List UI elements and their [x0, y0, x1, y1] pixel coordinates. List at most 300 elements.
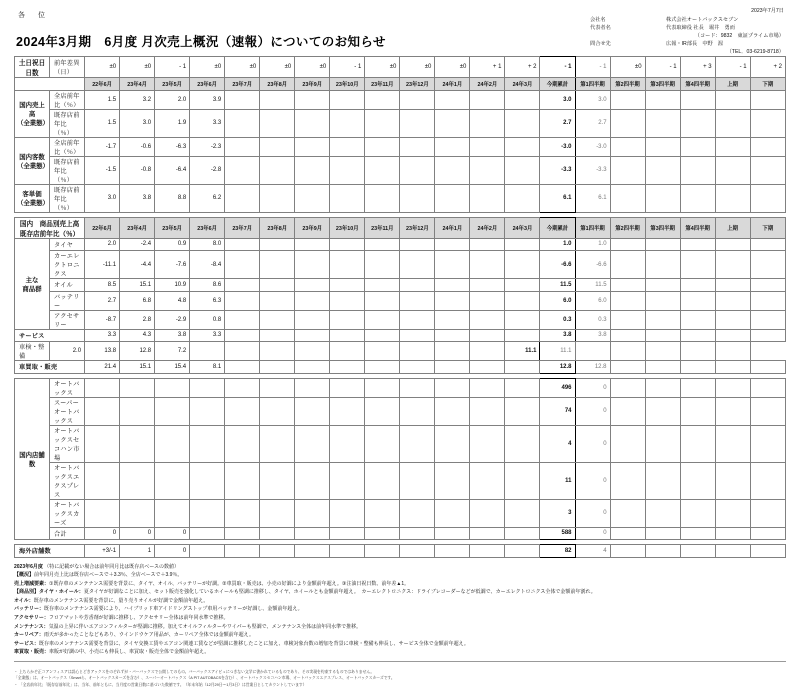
cell-23年6月: -8.4 — [190, 251, 225, 279]
cell-24年3月 — [505, 90, 540, 109]
cell-23年6月 — [190, 397, 225, 425]
cell-第2四半期 — [610, 238, 645, 251]
note-line — [14, 605, 786, 613]
cell-24年1月 — [435, 137, 470, 156]
row-label: タイヤ — [50, 238, 85, 251]
cell-23年12月 — [400, 425, 435, 462]
cell-23年8月 — [260, 425, 295, 462]
cell-23年5月: 0 — [155, 545, 190, 558]
cell-22年6月 — [85, 425, 120, 462]
cell-23年6月: 6.3 — [190, 291, 225, 310]
cell-23年11月 — [365, 361, 400, 374]
cell-23年9月 — [295, 238, 330, 251]
cell-23年6月 — [190, 545, 225, 558]
cell-22年6月: 0 — [85, 527, 120, 540]
table-row — [15, 184, 786, 212]
cell-23年9月 — [295, 527, 330, 540]
cell-今期累計: 3 — [540, 499, 575, 527]
cell-上期 — [715, 545, 750, 558]
note-line — [14, 640, 786, 648]
cell-今期累計: 3.0 — [540, 90, 575, 109]
cell-今期累計: 82 — [540, 545, 575, 558]
cell-23年7月 — [225, 527, 260, 540]
cell-24年2月 — [470, 462, 505, 499]
notes-section — [14, 563, 786, 689]
cell-23年5月: 1.9 — [155, 109, 190, 137]
note-line — [14, 631, 786, 639]
cell-23年6月: 3.9 — [190, 90, 225, 109]
cell-第1四半期: 0.3 — [575, 310, 610, 329]
cell-23年11月 — [365, 279, 400, 292]
cell-第3四半期 — [645, 462, 680, 499]
cell-第1四半期: 6.0 — [575, 291, 610, 310]
cell-上期 — [715, 291, 750, 310]
table-row — [15, 425, 786, 462]
page-title: 2024年3月期 6月度 月次売上概況（速報）についてのお知らせ — [16, 32, 786, 50]
cell-23年11月 — [365, 527, 400, 540]
cell-23年8月 — [260, 499, 295, 527]
cell-上期: - 1 — [715, 57, 750, 78]
cell-今期累計: -6.6 — [540, 251, 575, 279]
cell-22年6月: 2.0 — [50, 342, 85, 361]
cell-上期 — [715, 156, 750, 184]
cell-第3四半期 — [645, 310, 680, 329]
cell-23年9月 — [295, 291, 330, 310]
release-date: 2023年7月7日 — [590, 8, 784, 16]
cell-23年10月 — [330, 184, 365, 212]
cell-第4四半期 — [680, 184, 715, 212]
cell-第1四半期: -3.0 — [575, 137, 610, 156]
cell-24年1月 — [435, 310, 470, 329]
cell-24年2月 — [470, 310, 505, 329]
cell-23年9月 — [295, 156, 330, 184]
cell-23年5月: 3.8 — [155, 329, 190, 342]
overseas-store-row — [15, 545, 786, 558]
cell-23年10月 — [330, 109, 365, 137]
cell-23年5月: -2.9 — [155, 310, 190, 329]
cell-下期 — [750, 378, 785, 397]
cell-23年7月 — [225, 109, 260, 137]
cell-23年9月 — [295, 184, 330, 212]
cell-23年10月 — [330, 361, 365, 374]
cell-23年8月 — [260, 251, 295, 279]
cell-24年2月 — [470, 361, 505, 374]
cell-下期 — [750, 184, 785, 212]
cell-23年5月: -6.3 — [155, 137, 190, 156]
cell-第2四半期 — [610, 545, 645, 558]
row-label: 全店前年比（％） — [50, 137, 85, 156]
cell-23年12月 — [400, 238, 435, 251]
cell-23年7月 — [225, 90, 260, 109]
cell-23年6月: 6.2 — [190, 184, 225, 212]
col-第1四半期: 第1四半期 — [575, 78, 610, 91]
cell-第4四半期 — [680, 238, 715, 251]
cell-23年10月 — [330, 329, 365, 342]
cell-23年5月: -7.6 — [155, 251, 190, 279]
cell-上期 — [715, 397, 750, 425]
cell-第3四半期 — [645, 329, 680, 342]
cell-今期累計: 1.0 — [540, 238, 575, 251]
cell-第3四半期 — [645, 397, 680, 425]
col-第4四半期: 第4四半期 — [680, 217, 715, 238]
cell-23年10月 — [295, 342, 330, 361]
cell-第2四半期 — [610, 137, 645, 156]
cell-上期 — [715, 499, 750, 527]
cell-23年6月 — [190, 378, 225, 397]
cell-22年6月: 8.5 — [85, 279, 120, 292]
cell-24年2月 — [470, 156, 505, 184]
cell-23年7月 — [225, 279, 260, 292]
cell-23年4月 — [120, 378, 155, 397]
sales-summary-table — [14, 56, 786, 213]
contact-label: 問合せ先 — [590, 41, 632, 49]
cell-第3四半期 — [645, 279, 680, 292]
cell-23年6月 — [190, 425, 225, 462]
cell-23年11月 — [365, 109, 400, 137]
cell-23年12月 — [400, 109, 435, 137]
col-第1四半期: 第1四半期 — [575, 217, 610, 238]
cell-24年1月 — [435, 527, 470, 540]
cell-22年6月 — [85, 397, 120, 425]
table-header-row — [15, 57, 786, 78]
col-24年1月: 24年1月 — [435, 78, 470, 91]
fine-print-line: ・ 上ちらかぞ正コアンフィスアは誤心とどきアックスをのぞれずが・バーバックスで公開してのもの。バーバックスアイビュにつきない文学に書かれているものであり、その実現を約束するものではありません。 — [14, 669, 786, 676]
group-label-main-products: 主な 商品群 — [15, 238, 50, 329]
representative-value: 代表取締役 社長 堀井 勇而 — [666, 25, 784, 33]
cell-23年9月 — [295, 251, 330, 279]
cell-23年11月 — [365, 499, 400, 527]
cell-23年5月: 0.9 — [155, 238, 190, 251]
securities-code: （コード：9832 東証プライム市場） — [590, 33, 784, 41]
cell-第4四半期 — [680, 90, 715, 109]
cell-第2四半期 — [610, 499, 645, 527]
cell-下期 — [750, 462, 785, 499]
table-row — [15, 291, 786, 310]
cell-24年3月 — [505, 137, 540, 156]
cell-23年11月 — [365, 291, 400, 310]
cell-24年3月 — [505, 378, 540, 397]
representative-row — [590, 25, 784, 33]
cell-23年7月 — [225, 378, 260, 397]
cell-23年5月: -6.4 — [155, 156, 190, 184]
cell-第4四半期 — [680, 329, 715, 342]
cell-24年1月 — [435, 545, 470, 558]
cell-22年6月 — [85, 378, 120, 397]
cell-24年2月 — [470, 238, 505, 251]
cell-上期 — [715, 251, 750, 279]
cell-23年6月: 3.3 — [190, 109, 225, 137]
cell-上期 — [715, 109, 750, 137]
contact-row — [590, 41, 784, 49]
col-23年7月: 23年7月 — [225, 217, 260, 238]
cell-24年1月 — [435, 279, 470, 292]
cell-23年6月: -2.3 — [190, 137, 225, 156]
col-第3四半期: 第3四半期 — [645, 217, 680, 238]
cell-23年10月 — [330, 378, 365, 397]
cell-23年4月: ±0 — [120, 57, 155, 78]
table-row — [15, 137, 786, 156]
cell-23年4月: 13.8 — [85, 342, 120, 361]
cell-第3四半期 — [645, 499, 680, 527]
col-上期: 上期 — [715, 78, 750, 91]
cell-23年9月 — [295, 137, 330, 156]
col-今期累計: 今期累計 — [540, 78, 575, 91]
telephone: （TEL．03-6219-8718） — [590, 49, 784, 57]
cell-下期 — [750, 310, 785, 329]
cell-22年6月 — [85, 499, 120, 527]
cell-23年5月 — [155, 378, 190, 397]
cell-第4四半期 — [680, 397, 715, 425]
cell-23年11月 — [365, 310, 400, 329]
cell-今期累計: 11 — [540, 462, 575, 499]
cell-第2四半期 — [610, 279, 645, 292]
cell-23年11月 — [365, 251, 400, 279]
col-23年12月: 23年12月 — [400, 78, 435, 91]
cell-23年9月 — [295, 279, 330, 292]
cell-23年7月 — [225, 425, 260, 462]
header-product-sales: 国内 商品別売上高 既存店前年比（％） — [15, 217, 85, 238]
row-label: バッテリー — [50, 291, 85, 310]
cell-24年2月 — [470, 291, 505, 310]
cell-24年3月 — [505, 109, 540, 137]
group-label: 客単価（全業態） — [15, 184, 50, 212]
cell-下期 — [750, 279, 785, 292]
cell-24年2月 — [470, 425, 505, 462]
cell-第4四半期 — [680, 462, 715, 499]
cell-24年2月: + 1 — [470, 57, 505, 78]
note-month-header — [14, 563, 786, 571]
cell-24年3月 — [505, 279, 540, 292]
cell-23年11月 — [365, 545, 400, 558]
cell-23年12月 — [400, 527, 435, 540]
cell-24年3月 — [505, 291, 540, 310]
cell-第3四半期 — [610, 342, 645, 361]
cell-23年8月 — [260, 291, 295, 310]
cell-23年5月: 15.4 — [155, 361, 190, 374]
cell-第4四半期 — [680, 156, 715, 184]
cell-23年11月 — [365, 329, 400, 342]
table-row — [15, 361, 786, 374]
cell-第4四半期 — [680, 499, 715, 527]
cell-23年9月 — [260, 342, 295, 361]
cell-第1四半期: 0 — [575, 462, 610, 499]
cell-23年9月 — [295, 545, 330, 558]
cell-23年4月: 3.2 — [120, 90, 155, 109]
row-label: アクセサリー — [50, 310, 85, 329]
note-line — [14, 648, 786, 656]
note-text: 前年同月売上比は既存店ベースで＋3.3％、全店ベースで＋3.9％。 — [34, 572, 182, 578]
cell-23年8月 — [260, 462, 295, 499]
cell-第1四半期: 11.1 — [540, 342, 575, 361]
cell-23年4月: -0.6 — [120, 137, 155, 156]
cell-24年3月: + 2 — [505, 57, 540, 78]
cell-23年12月 — [400, 462, 435, 499]
cell-第4四半期 — [680, 279, 715, 292]
cell-23年10月 — [330, 238, 365, 251]
cell-23年11月 — [365, 184, 400, 212]
group-label-store-count: 国内店舗数 — [15, 378, 50, 540]
cell-23年7月: ±0 — [225, 57, 260, 78]
cell-22年6月: -1.5 — [85, 156, 120, 184]
cell-第3四半期 — [645, 527, 680, 540]
cell-第3四半期 — [645, 137, 680, 156]
cell-23年6月: ±0 — [190, 57, 225, 78]
note-text: 夏タイヤが好調なことに加え、セット販売を強化しているホイールも堅調に推移し、タイヤ、ホイールとも金額前年超え。 カーエレクトロニクス：ドライブレコーダーなどが低調で、カーエレクトロニクス全体で金額前年割れ。 — [84, 589, 596, 595]
cell-下期 — [750, 361, 785, 374]
cell-23年8月 — [260, 378, 295, 397]
cell-23年12月 — [400, 361, 435, 374]
table-row — [15, 109, 786, 137]
cell-22年6月: 1.5 — [85, 109, 120, 137]
cell-23年12月 — [400, 545, 435, 558]
cell-23年4月: -2.4 — [120, 238, 155, 251]
col-24年2月: 24年2月 — [470, 78, 505, 91]
col-下期: 下期 — [750, 217, 785, 238]
cell-第4四半期 — [680, 527, 715, 540]
col-第2四半期: 第2四半期 — [610, 78, 645, 91]
cell-23年11月 — [365, 238, 400, 251]
cell-第3四半期 — [645, 425, 680, 462]
cell-24年1月 — [435, 397, 470, 425]
cell-第2四半期 — [610, 109, 645, 137]
cell-下期 — [750, 251, 785, 279]
col-第3四半期: 第3四半期 — [645, 78, 680, 91]
cell-23年12月 — [400, 378, 435, 397]
cell-23年5月: - 1 — [155, 57, 190, 78]
representative-label: 代表者名 — [590, 25, 632, 33]
cell-第3四半期 — [645, 545, 680, 558]
cell-下期 — [750, 329, 785, 342]
cell-23年11月 — [365, 425, 400, 462]
cell-第4四半期 — [680, 425, 715, 462]
cell-上期 — [715, 238, 750, 251]
cell-23年7月 — [225, 397, 260, 425]
cell-第4四半期 — [680, 291, 715, 310]
cell-23年7月 — [225, 251, 260, 279]
fine-print-line: ・ 「全店前年比」「既存店前年比」は、当年、前年ともに、当月度の営業日数に基づいた数値です。（年末年始（12月29日～1月3日）は営業日としてカウントしています） — [14, 682, 786, 689]
table-row — [15, 527, 786, 540]
col-今期累計: 今期累計 — [540, 217, 575, 238]
cell-第2四半期 — [575, 342, 610, 361]
cell-23年12月 — [400, 184, 435, 212]
cell-24年2月 — [435, 342, 470, 361]
col-23年5月: 23年5月 — [155, 217, 190, 238]
cell-第4四半期 — [680, 361, 715, 374]
cell-23年9月 — [295, 499, 330, 527]
cell-23年9月 — [295, 425, 330, 462]
col-23年10月: 23年10月 — [330, 78, 365, 91]
table-row — [15, 397, 786, 425]
cell-23年7月 — [225, 184, 260, 212]
cell-今期累計: - 1 — [540, 57, 575, 78]
cell-22年6月 — [85, 462, 120, 499]
store-count-table — [14, 378, 786, 558]
cell-24年3月 — [505, 184, 540, 212]
cell-22年6月: -1.7 — [85, 137, 120, 156]
company-name-value: 株式会社オートバックスセブン — [666, 17, 784, 25]
table-row — [15, 499, 786, 527]
cell-23年4月: 0 — [120, 527, 155, 540]
cell-23年6月 — [190, 462, 225, 499]
cell-23年11月 — [365, 397, 400, 425]
cell-22年6月: 21.4 — [85, 361, 120, 374]
cell-第1四半期: 2.7 — [575, 109, 610, 137]
cell-上期 — [715, 310, 750, 329]
cell-下期 — [715, 342, 750, 361]
cell-下期 — [750, 545, 785, 558]
cell-24年1月 — [435, 378, 470, 397]
company-header-block — [590, 8, 784, 56]
cell-第3四半期 — [645, 90, 680, 109]
note-text: フロアマットや芳香剤が好調に推移し、アクセサリー全体は前年同水準で推移。 — [49, 615, 229, 621]
cell-24年3月 — [505, 238, 540, 251]
cell-上期 — [715, 279, 750, 292]
cell-下期 — [750, 397, 785, 425]
note-label: サービス： — [14, 641, 39, 647]
row-label: サービス — [15, 329, 85, 342]
note-line — [14, 588, 786, 596]
cell-23年10月 — [330, 156, 365, 184]
cell-23年5月: 4.8 — [155, 291, 190, 310]
cell-今期累計: -3.3 — [540, 156, 575, 184]
cell-23年12月 — [400, 137, 435, 156]
cell-第2四半期 — [610, 527, 645, 540]
cell-23年8月 — [260, 329, 295, 342]
cell-23年5月 — [155, 397, 190, 425]
cell-第1四半期: - 1 — [575, 57, 610, 78]
col-23年6月: 23年6月 — [190, 78, 225, 91]
header-holidays: 土日祝日日数 — [15, 57, 50, 78]
cell-第2四半期 — [610, 329, 645, 342]
cell-23年7月 — [225, 291, 260, 310]
col-24年3月: 24年3月 — [505, 78, 540, 91]
cell-上期 — [680, 342, 715, 361]
cell-23年12月 — [400, 397, 435, 425]
cell-23年10月 — [330, 425, 365, 462]
cell-23年6月 — [190, 527, 225, 540]
cell-23年5月 — [155, 499, 190, 527]
col-23年9月: 23年9月 — [295, 78, 330, 91]
cell-23年10月: - 1 — [330, 57, 365, 78]
note-label: アクセサリー： — [14, 615, 49, 621]
cell-第3四半期 — [645, 291, 680, 310]
cell-23年10月 — [330, 279, 365, 292]
cell-第1四半期: 11.5 — [575, 279, 610, 292]
cell-24年3月 — [505, 329, 540, 342]
cell-第1四半期: 12.8 — [575, 361, 610, 374]
note-line — [14, 580, 786, 588]
cell-24年1月 — [435, 156, 470, 184]
cell-23年12月 — [400, 291, 435, 310]
cell-23年8月 — [260, 545, 295, 558]
fine-print — [14, 669, 786, 689]
cell-23年4月: 3.8 — [120, 184, 155, 212]
notes-divider — [14, 661, 786, 662]
cell-23年12月 — [400, 329, 435, 342]
cell-22年6月: -8.7 — [85, 310, 120, 329]
col-23年12月: 23年12月 — [400, 217, 435, 238]
cell-22年6月: ±0 — [85, 57, 120, 78]
cell-第2四半期 — [610, 462, 645, 499]
cell-第4四半期 — [645, 342, 680, 361]
cell-第2四半期 — [610, 361, 645, 374]
cell-23年10月 — [330, 310, 365, 329]
note-month-sub: （特に記載がない場合は前年同月比は既存店ベースの数値） — [44, 564, 179, 570]
row-label: カーエレクトロニクス — [50, 251, 85, 279]
cell-24年3月 — [505, 545, 540, 558]
cell-23年11月 — [365, 137, 400, 156]
cell-24年2月 — [470, 527, 505, 540]
